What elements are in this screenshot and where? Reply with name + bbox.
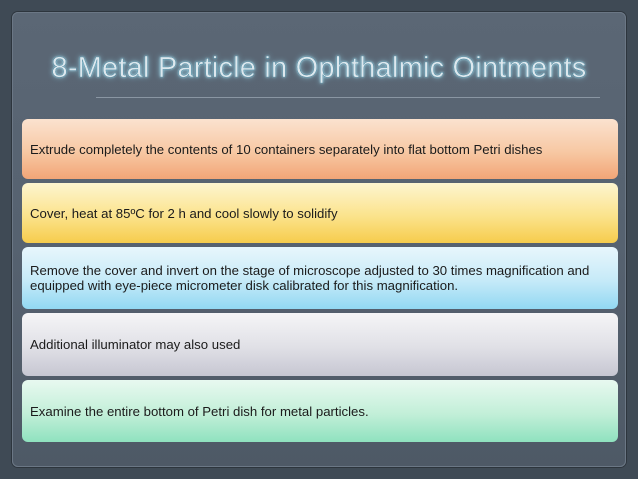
step-text-4: Additional illuminator may also used [30, 337, 241, 352]
step-box-1 [22, 119, 618, 179]
slide-title: 8-Metal Particle in Ophthalmic Ointments [51, 52, 587, 84]
step-box-3 [22, 247, 618, 309]
step-text-5: Examine the entire bottom of Petri dish for metal particles. [30, 403, 369, 419]
step-box-5 [22, 380, 618, 442]
step-box-4 [22, 313, 618, 376]
step-box-2 [22, 183, 618, 243]
step-text-3: Remove the cover and invert on the stage of microscope adjusted to 30 times magnification and equipped with eye-piece micrometer disk calibrated for this magnification. [30, 263, 590, 293]
step-text-1: Extrude completely the contents of 10 containers separately into flat bottom Petri dishes [30, 141, 543, 157]
title-divider [96, 97, 600, 98]
step-text-2: Cover, heat at 85ºC for 2 h and cool slowly to solidify [30, 205, 338, 221]
